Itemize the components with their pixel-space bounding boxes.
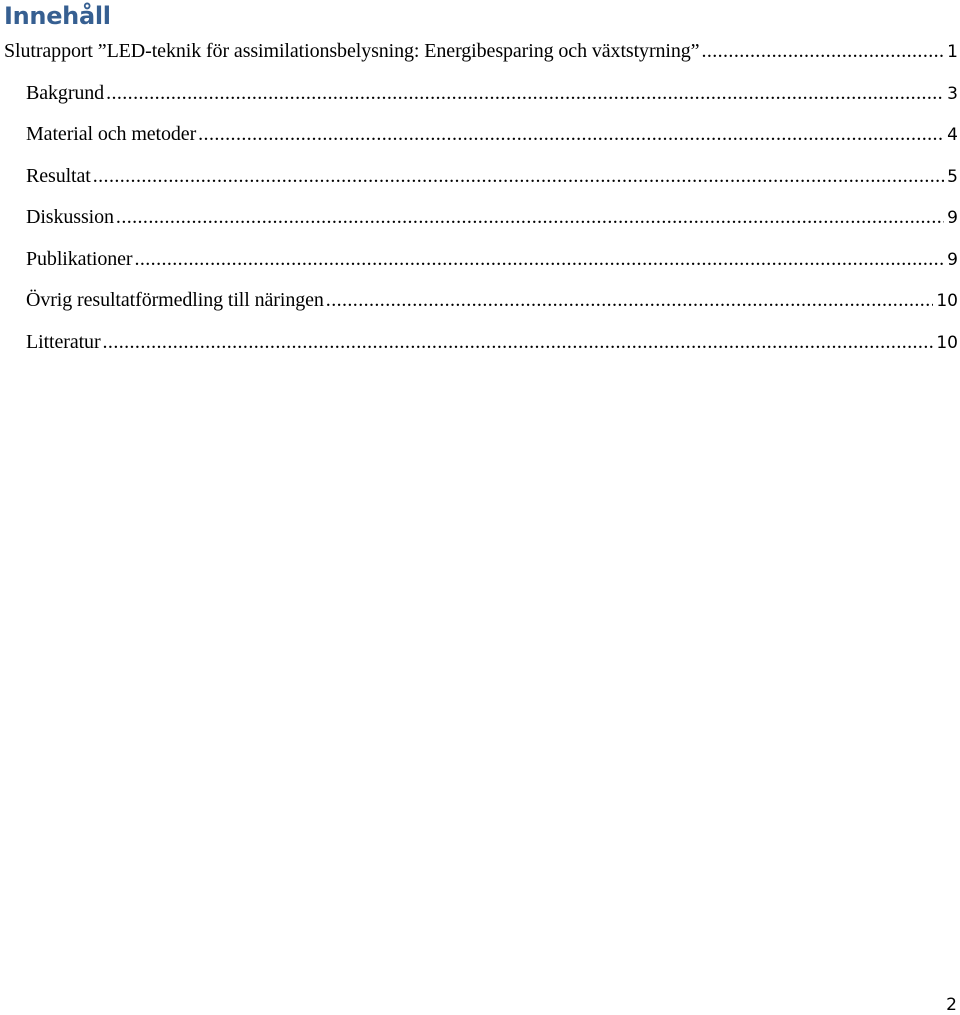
- toc-entry-title: Publikationer: [26, 248, 133, 270]
- toc-entry-title: Resultat: [26, 165, 91, 187]
- toc-heading: Innehåll: [4, 2, 111, 30]
- toc-entry-page: 3: [947, 84, 958, 104]
- toc-dot-leader: [116, 206, 944, 229]
- toc-entry-resultat[interactable]: [26, 165, 958, 193]
- toc-dot-leader: [701, 40, 944, 63]
- toc-entry-title: Diskussion: [26, 206, 114, 228]
- toc-entry-diskussion[interactable]: [26, 206, 958, 234]
- toc-dot-leader: [106, 82, 944, 105]
- toc-dot-leader: [93, 165, 944, 188]
- toc-dot-leader: [134, 248, 944, 271]
- toc-dot-leader: [326, 289, 934, 312]
- toc-entry-page: 5: [947, 167, 958, 187]
- toc-dot-leader: [103, 331, 934, 354]
- toc-entry-title: Litteratur: [26, 331, 101, 353]
- toc-entry-ovrig-resultatformedling[interactable]: [26, 289, 958, 317]
- toc-entry-page: 10: [936, 291, 958, 311]
- toc-entry-page: 9: [947, 250, 958, 270]
- toc-entry-publikationer[interactable]: [26, 248, 958, 276]
- toc-entry-title: Övrig resultatförmedling till näringen: [26, 289, 324, 311]
- page-number: 2: [946, 995, 957, 1015]
- toc-entry-page: 4: [947, 125, 958, 145]
- toc-entry-slutrapport[interactable]: [4, 40, 958, 68]
- toc-entry-title: Slutrapport ”LED-teknik för assimilationsbelysning: Energibesparing och växtstyrning”: [4, 40, 700, 62]
- toc-entry-page: 10: [936, 333, 958, 353]
- toc-entry-page: 1: [947, 42, 958, 62]
- toc-entry-title: Material och metoder: [26, 123, 197, 145]
- toc-entry-litteratur[interactable]: [26, 331, 958, 359]
- toc-entry-material-och-metoder[interactable]: [26, 123, 958, 151]
- toc-entry-page: 9: [947, 208, 958, 228]
- toc-entry-bakgrund[interactable]: [26, 82, 958, 110]
- toc-dot-leader: [198, 123, 944, 146]
- toc-entry-title: Bakgrund: [26, 82, 105, 104]
